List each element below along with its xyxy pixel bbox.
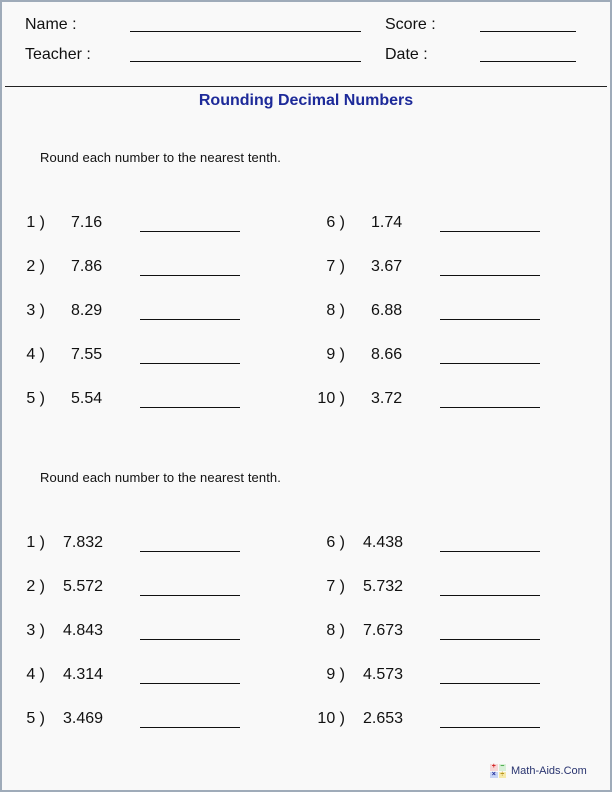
problem-number: 5 ) [26, 710, 45, 727]
problem-value: 1.74 [371, 214, 403, 231]
problem-item [0, 534, 300, 554]
problem-value: 6.88 [371, 302, 403, 319]
problem-value: 3.67 [371, 258, 403, 275]
answer-line[interactable] [440, 231, 540, 232]
answer-line[interactable] [140, 275, 240, 276]
problem-number: 6 ) [326, 534, 345, 551]
problem-value: 4.573 [363, 666, 404, 683]
problem-number: 5 ) [26, 390, 45, 407]
problem-item [0, 390, 300, 410]
problem-value: 4.438 [363, 534, 404, 551]
answer-line[interactable] [440, 727, 540, 728]
footer-brand [490, 764, 587, 778]
problem-item [300, 534, 600, 554]
teacher-label: Teacher : [25, 46, 91, 63]
answer-line[interactable] [440, 275, 540, 276]
problem-value: 5.572 [63, 578, 104, 595]
answer-line[interactable] [140, 407, 240, 408]
problem-value: 8.66 [371, 346, 403, 363]
answer-line[interactable] [440, 595, 540, 596]
section-instruction: Round each number to the nearest tenth. [40, 150, 281, 165]
problem-item [300, 258, 600, 278]
problem-number: 6 ) [326, 214, 345, 231]
answer-line[interactable] [440, 639, 540, 640]
answer-line[interactable] [140, 551, 240, 552]
problem-number: 10 ) [317, 390, 345, 407]
brand-text: Math-Aids.Com [511, 765, 587, 777]
problem-number: 1 ) [26, 534, 45, 551]
answer-line[interactable] [440, 551, 540, 552]
answer-line[interactable] [140, 595, 240, 596]
problem-value: 7.832 [63, 534, 104, 551]
answer-line[interactable] [440, 319, 540, 320]
header-divider [5, 86, 607, 87]
name-field[interactable] [130, 31, 361, 32]
problem-value: 7.55 [71, 346, 103, 363]
problem-number: 4 ) [26, 666, 45, 683]
problem-item [300, 710, 600, 730]
date-field[interactable] [480, 61, 576, 62]
teacher-field[interactable] [130, 61, 361, 62]
problem-item [300, 390, 600, 410]
score-field[interactable] [480, 31, 576, 32]
problem-value: 5.732 [363, 578, 404, 595]
problem-value: 5.54 [71, 390, 103, 407]
problem-value: 4.314 [63, 666, 104, 683]
problem-item [0, 346, 300, 366]
problem-item [300, 622, 600, 642]
problem-number: 8 ) [326, 302, 345, 319]
answer-line[interactable] [440, 683, 540, 684]
section-instruction: Round each number to the nearest tenth. [40, 470, 281, 485]
problem-item [0, 258, 300, 278]
problem-number: 10 ) [317, 710, 345, 727]
problem-item [300, 302, 600, 322]
problem-item [0, 710, 300, 730]
answer-line[interactable] [140, 319, 240, 320]
problem-value: 7.86 [71, 258, 103, 275]
problem-item [300, 214, 600, 234]
problem-item [0, 666, 300, 686]
problem-value: 4.843 [63, 622, 104, 639]
problem-number: 1 ) [26, 214, 45, 231]
problem-value: 3.72 [371, 390, 403, 407]
problem-number: 7 ) [326, 578, 345, 595]
problem-item [0, 302, 300, 322]
answer-line[interactable] [140, 683, 240, 684]
problem-value: 7.16 [71, 214, 103, 231]
problem-number: 3 ) [26, 622, 45, 639]
answer-line[interactable] [140, 639, 240, 640]
problem-item [0, 214, 300, 234]
answer-line[interactable] [440, 407, 540, 408]
problem-value: 7.673 [363, 622, 404, 639]
math-operators-icon: + − × ÷ [491, 763, 505, 778]
name-label: Name : [25, 16, 77, 33]
answer-line[interactable] [140, 727, 240, 728]
problem-number: 7 ) [326, 258, 345, 275]
problem-item [300, 578, 600, 598]
problem-number: 9 ) [326, 346, 345, 363]
problem-number: 9 ) [326, 666, 345, 683]
problem-item [0, 578, 300, 598]
date-label: Date : [385, 46, 428, 63]
problem-number: 4 ) [26, 346, 45, 363]
problem-number: 8 ) [326, 622, 345, 639]
problem-value: 3.469 [63, 710, 104, 727]
answer-line[interactable] [140, 363, 240, 364]
problem-item [300, 346, 600, 366]
answer-line[interactable] [140, 231, 240, 232]
worksheet-title: Rounding Decimal Numbers [198, 92, 414, 109]
problem-value: 2.653 [363, 710, 404, 727]
problem-item [0, 622, 300, 642]
problem-value: 8.29 [71, 302, 103, 319]
problem-number: 2 ) [26, 578, 45, 595]
answer-line[interactable] [440, 363, 540, 364]
score-label: Score : [385, 16, 436, 33]
problem-number: 2 ) [26, 258, 45, 275]
problem-item [300, 666, 600, 686]
problem-number: 3 ) [26, 302, 45, 319]
